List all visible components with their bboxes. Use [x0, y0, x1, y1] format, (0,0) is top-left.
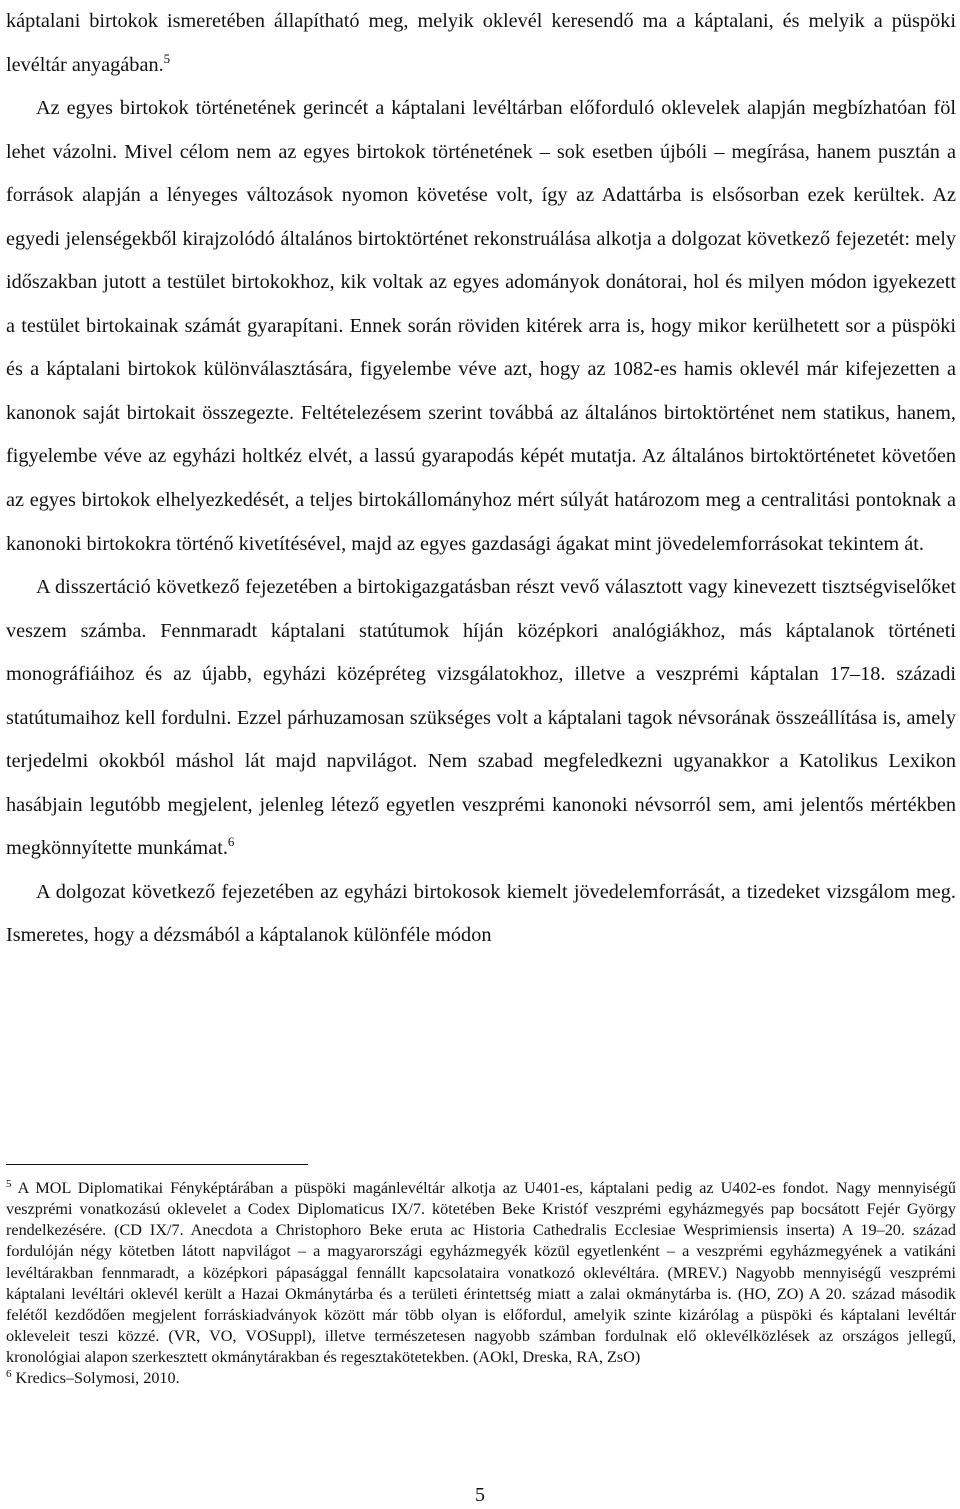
footnote-6	[6, 1368, 956, 1389]
paragraph-2: Az egyes birtokok történetének gerincét a káptalani levéltárban előforduló oklevelek alapján megbízhatóan föl lehet vázolni. Mivel célom nem az egyes birtokok történetének – sok esetben újbóli – megírása, hanem pusztán a források alapján a lényeges változások nyomon követése volt, így az Adattárba is elsősorban ezek kerültek. Az egyedi jelenségekből kirajzolódó általános birtoktörténet rekonstruálása alkotja a dolgozat következő fejezetét: mely időszakban jutott a testület birtokokhoz, kik voltak az egyes adományok donátorai, hol és milyen módon igyekezett a testület birtokainak számát gyarapítani. Ennek során röviden kitérek arra is, hogy mikor kerülhetett sor a püspöki és a káptalani birtokok különválasztására, figyelembe véve azt, hogy az 1082-es hamis oklevél már kifejezetten a kanonok saját birtokait összegezte. Feltételezésem szerint továbbá az általános birtoktörténet nem statikus, hanem, figyelembe véve az egyházi holtkéz elvét, a lassú gyarapodás képét mutatja. Az általános birtoktörténetet követően az egyes birtokok elhelyezkedését, a teljes birtokállományhoz mért súlyát határozom meg a centralitási pontoknak a kanonoki birtokokra történő kivetítésével, majd az egyes gazdasági ágakat mint jövedelemforrásokat tekintem át.	[6, 97, 956, 555]
footnote-5-text: A MOL Diplomatikai Fényképtárában a püspöki magánlevéltár alkotja az U401-es, káptalani pedig az U402-es fondot. Nagy mennyiségű veszprémi vonatkozású oklevelet a Codex Diplomaticus IX/7. kötetében Beke Kristóf veszprémi egyházmegyés pap bocsátott Fejér György rendelkezésére. (CD IX/7. Anecdota a Christophoro Beke eruta ac Historia Cathedralis Ecclesiae Wesprimiensis inserta) A 19–20. század fordulóján négy kötetben látott napvilágot – a magyarországi egyházmegyék közül egyetlenként – a veszprémi egyházmegyének a vatikáni levéltárakban fennmaradt, a középkori pápasággal fennállt kapcsolataira vonatkozó oklevéltára. (MREV.) Nagyobb mennyiségű veszprémi káptalani levéltári oklevél került a Hazai Okmánytárba és a területi érintettség miatt a zalai okmánytárba is. (HO, ZO) A 20. század második felétől kezdődően megjelent forráskiadványok között már több olyan is előfordul, amelyik szinte kizárólag a püspöki és káptalani levéltár okleveleit teszi közzé. (VR, VO, VOSuppl), illetve természetesen nagyobb számban fordulnak elő oklevélközlések az országos jellegű, kronológiai alapon szerkesztett okmánytárakban és regesztakötetekben. (AOkl, Dreska, RA, ZsO)	[6, 1179, 957, 1367]
paragraph-1	[6, 0, 956, 87]
footnote-ref-5[interactable]: 5	[163, 50, 171, 66]
paragraph-1-text: káptalani birtokok ismeretében állapítható meg, melyik oklevél keresendő ma a káptalani, és melyik a püspöki levéltár anyagában.	[6, 10, 956, 76]
paragraph-4: A dolgozat következő fejezetében az egyházi birtokosok kiemelt jövedelemforrását, a tizedeket vizsgálom meg. Ismeretes, hogy a dézsmából a káptalanok különféle módon	[6, 880, 956, 947]
footnote-5	[6, 1178, 956, 1368]
footnote-separator	[6, 1164, 308, 1165]
paragraph-3-text: A disszertáció következő fejezetében a birtokigazgatásban részt vevő választott vagy kinevezett tisztségviselőket veszem számba. Fennmaradt káptalani statútumok híján középkori analógiákhoz, más káptalanok történeti monográfiáihoz és az újabb, egyházi középréteg vizsgálatokhoz, illetve a veszprémi káptalan 17–18. századi statútumaihoz kell fordulni. Ezzel párhuzamosan szükséges volt a káptalani tagok névsorának összeállítása is, amely terjedelmi okokból máshol lát majd napvilágot. Nem szabad megfeledkezni ugyanakkor a Katolikus Lexikon hasábjain legutóbb megjelent, jelenleg létező egyetlen veszprémi kanonoki névsorról sem, ami jelentős mértékben megkönnyítette munkámat.	[6, 576, 956, 860]
footnote-6-text: Kredics–Solymosi, 2010.	[15, 1369, 180, 1388]
footnotes	[6, 1178, 956, 1390]
body-text	[6, 0, 956, 958]
page-number: 5	[475, 1484, 485, 1506]
footnote-ref-6[interactable]: 6	[227, 834, 235, 850]
paragraph-3	[6, 566, 956, 871]
footnote-5-number: 5	[6, 1178, 12, 1190]
footnote-6-number: 6	[6, 1368, 12, 1381]
